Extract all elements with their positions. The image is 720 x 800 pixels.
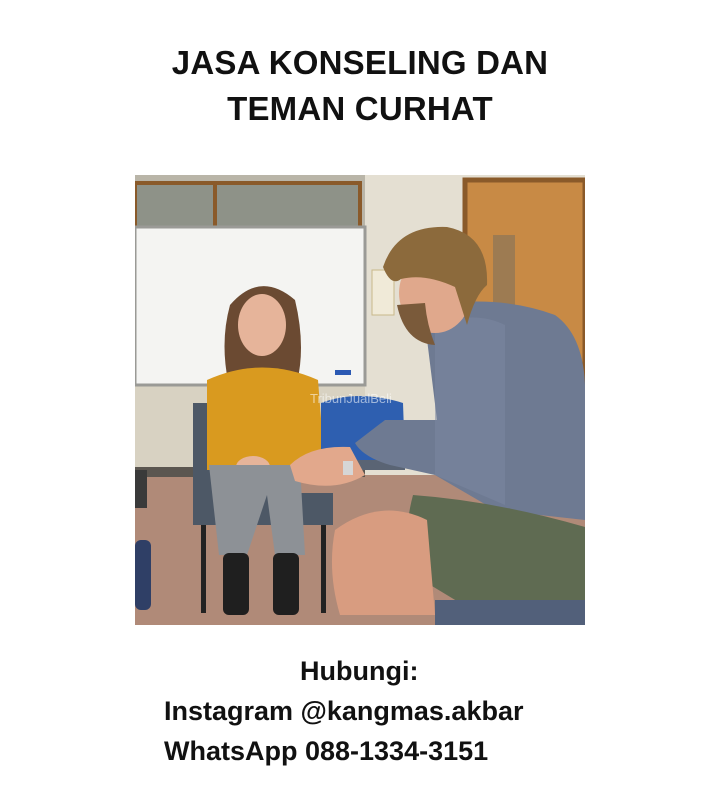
contact-heading: Hubungi: xyxy=(300,656,419,686)
photo-watermark: TribunJualBeli xyxy=(310,391,392,406)
contact-whatsapp: WhatsApp 088-1334-3151 xyxy=(164,736,489,766)
counseling-photo xyxy=(135,175,585,625)
title-line-2: TEMAN CURHAT xyxy=(227,90,493,127)
title-line-1: JASA KONSELING DAN xyxy=(171,44,549,81)
contact-instagram: Instagram @kangmas.akbar xyxy=(164,696,524,726)
page-title xyxy=(0,40,720,132)
counseling-scene-illustration xyxy=(135,175,585,625)
